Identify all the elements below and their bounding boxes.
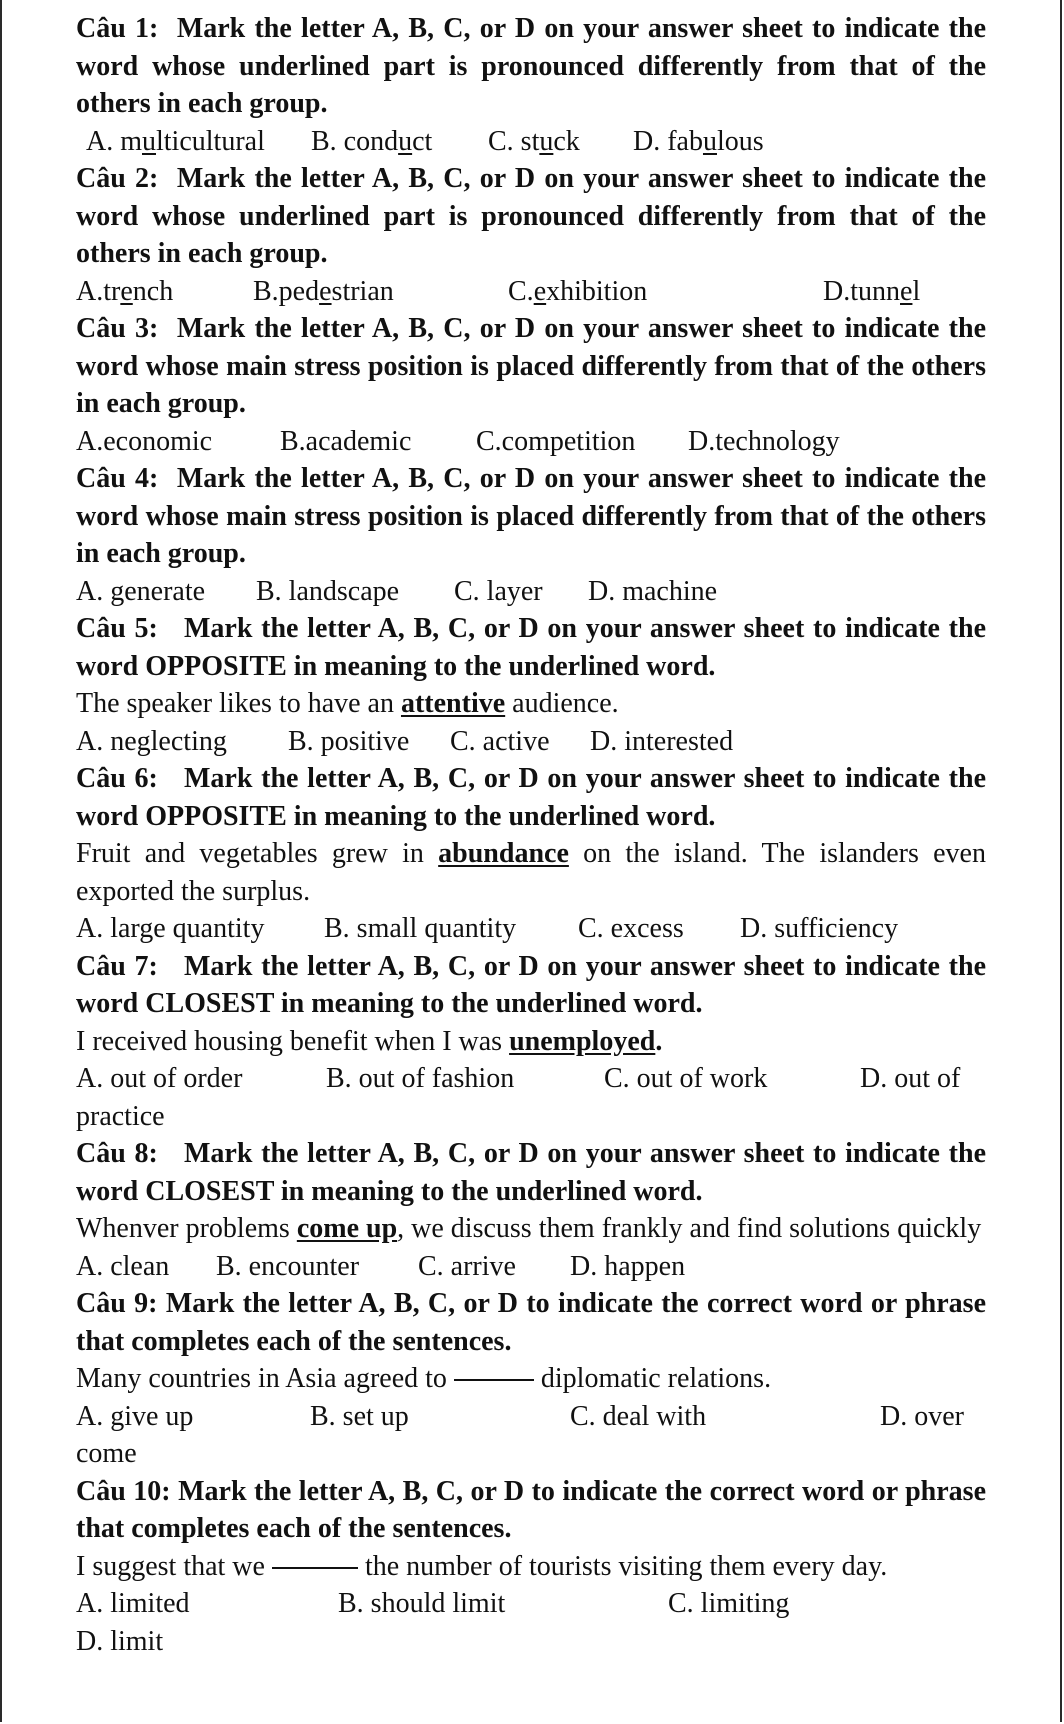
- question-number: Câu 10:: [76, 1475, 171, 1507]
- option-d[interactable]: D.technology: [688, 425, 840, 457]
- option-b[interactable]: B. encounter: [216, 1250, 360, 1282]
- question-sentence: Whenver problems come up, we discuss them frankly and find solutions quickly: [76, 1213, 982, 1244]
- question-3: [76, 310, 986, 460]
- option-b[interactable]: B. conduct: [311, 125, 433, 157]
- option-b[interactable]: B. small quantity: [324, 913, 517, 944]
- option-d[interactable]: D. happen: [570, 1250, 686, 1282]
- option-c[interactable]: C. stuck: [488, 125, 580, 157]
- option-a[interactable]: A. out of order: [76, 1063, 243, 1094]
- question-stem: Câu 4: Mark the letter A, B, C, or D on your answer sheet to indicate the word whose main stress position is placed differently from that of the others in each group.: [76, 463, 987, 569]
- underlined-word: come up: [296, 1213, 398, 1244]
- option-b[interactable]: B. out of fashion: [326, 1063, 515, 1094]
- options-row: [76, 723, 986, 761]
- question-stem: Câu 2: Mark the letter A, B, C, or D on your answer sheet to indicate the word whose underlined part is pronounced differently from that of the others in each group.: [76, 163, 987, 269]
- question-stem: Câu 10: Mark the letter A, B, C, or D to indicate the correct word or phrase that completes each of the sentences.: [76, 1475, 987, 1544]
- option-a[interactable]: A. large quantity: [76, 913, 265, 944]
- question-sentence: I received housing benefit when I was unemployed.: [76, 1025, 663, 1057]
- question-6: [76, 760, 986, 948]
- options-row: [76, 123, 986, 161]
- question-number: Câu 4:: [76, 463, 159, 494]
- question-number: Câu 8:: [76, 1138, 158, 1169]
- question-stem: Câu 7: Mark the letter A, B, C, or D on your answer sheet to indicate the word CLOSEST in meaning to the underlined word.: [76, 950, 986, 1019]
- option-d[interactable]: D. interested: [590, 725, 734, 757]
- option-a[interactable]: A. neglecting: [76, 725, 227, 757]
- underlined-word: unemployed: [509, 1025, 656, 1057]
- answer-blank[interactable]: [454, 1379, 534, 1381]
- question-sentence: The speaker likes to have an attentive audience.: [76, 688, 619, 719]
- question-number: Câu 1:: [76, 13, 159, 44]
- question-stem: Câu 3: Mark the letter A, B, C, or D on your answer sheet to indicate the word whose main stress position is placed differently from that of the others in each group.: [76, 313, 987, 419]
- options-row: [76, 1060, 986, 1135]
- option-b[interactable]: B. should limit: [338, 1588, 506, 1619]
- question-number: Câu 5:: [76, 613, 158, 644]
- options-row: [76, 273, 986, 311]
- option-c[interactable]: C. out of work: [604, 1063, 768, 1094]
- option-d[interactable]: D. machine: [588, 575, 718, 607]
- question-stem: Câu 8: Mark the letter A, B, C, or D on your answer sheet to indicate the word CLOSEST in meaning to the underlined word.: [76, 1138, 986, 1207]
- option-c[interactable]: C. arrive: [418, 1250, 516, 1282]
- option-a[interactable]: A. multicultural: [86, 125, 265, 157]
- question-sentence: I suggest that we the number of tourists visiting them every day.: [76, 1550, 888, 1582]
- question-5: [76, 610, 986, 760]
- option-d[interactable]: D.tunnel: [823, 275, 921, 307]
- options-row: [76, 423, 986, 461]
- question-stem: Câu 9: Mark the letter A, B, C, or D to indicate the correct word or phrase that completes each of the sentences.: [76, 1288, 987, 1357]
- question-2: [76, 160, 986, 310]
- question-4: [76, 460, 986, 610]
- options-row: [76, 1248, 986, 1286]
- question-number: Câu 2:: [76, 163, 159, 194]
- options-row: [76, 573, 986, 611]
- option-b[interactable]: B. positive: [288, 725, 410, 757]
- question-1: [76, 10, 986, 160]
- option-c[interactable]: C.competition: [476, 425, 636, 457]
- option-c[interactable]: C. layer: [454, 575, 543, 607]
- options-row: [76, 1585, 986, 1660]
- question-9: [76, 1285, 986, 1473]
- question-8: [76, 1135, 986, 1285]
- question-stem: Câu 5: Mark the letter A, B, C, or D on your answer sheet to indicate the word OPPOSITE in meaning to the underlined word.: [76, 613, 986, 682]
- worksheet: [76, 10, 986, 1660]
- question-10: [76, 1473, 986, 1661]
- option-c[interactable]: C.exhibition: [508, 275, 648, 307]
- question-number: Câu 9:: [76, 1288, 158, 1319]
- question-stem: Câu 6: Mark the letter A, B, C, or D on your answer sheet to indicate the word OPPOSITE in meaning to the underlined word.: [76, 763, 986, 832]
- option-a[interactable]: A. generate: [76, 575, 206, 607]
- option-d[interactable]: D. over come: [76, 1400, 964, 1469]
- answer-blank[interactable]: [272, 1567, 358, 1569]
- option-c[interactable]: C. deal with: [570, 1400, 707, 1432]
- option-d[interactable]: D. out of practice: [76, 1063, 961, 1132]
- option-b[interactable]: B.pedestrian: [253, 275, 394, 307]
- underlined-word: attentive: [400, 688, 506, 719]
- question-sentence: Fruit and vegetables grew in abundance on the island. The islanders even exported the surplus.: [76, 838, 986, 907]
- option-c[interactable]: C. active: [450, 725, 550, 757]
- option-b[interactable]: B. set up: [310, 1400, 409, 1432]
- option-b[interactable]: B.academic: [280, 425, 412, 457]
- options-row: [76, 1398, 986, 1473]
- question-sentence: Many countries in Asia agreed to diplomatic relations.: [76, 1363, 772, 1394]
- option-d[interactable]: D. fabulous: [633, 125, 764, 157]
- option-d[interactable]: D. limit: [76, 1625, 164, 1657]
- question-number: Câu 3:: [76, 313, 159, 344]
- option-a[interactable]: A. give up: [76, 1400, 194, 1432]
- question-number: Câu 6:: [76, 763, 158, 794]
- option-a[interactable]: A. clean: [76, 1250, 170, 1282]
- option-d[interactable]: D. sufficiency: [740, 913, 899, 944]
- option-c[interactable]: C. excess: [578, 913, 684, 944]
- option-a[interactable]: A.economic: [76, 425, 213, 457]
- underlined-word: abundance: [438, 838, 569, 869]
- question-number: Câu 7:: [76, 950, 158, 982]
- question-stem: Câu 1: Mark the letter A, B, C, or D on your answer sheet to indicate the word whose underlined part is pronounced differently from that of the others in each group.: [76, 13, 987, 119]
- option-a[interactable]: A. limited: [76, 1588, 190, 1619]
- option-c[interactable]: C. limiting: [668, 1588, 790, 1619]
- question-7: [76, 948, 986, 1136]
- option-b[interactable]: B. landscape: [256, 575, 400, 607]
- option-a[interactable]: A.trench: [76, 275, 174, 307]
- options-row: [76, 910, 986, 948]
